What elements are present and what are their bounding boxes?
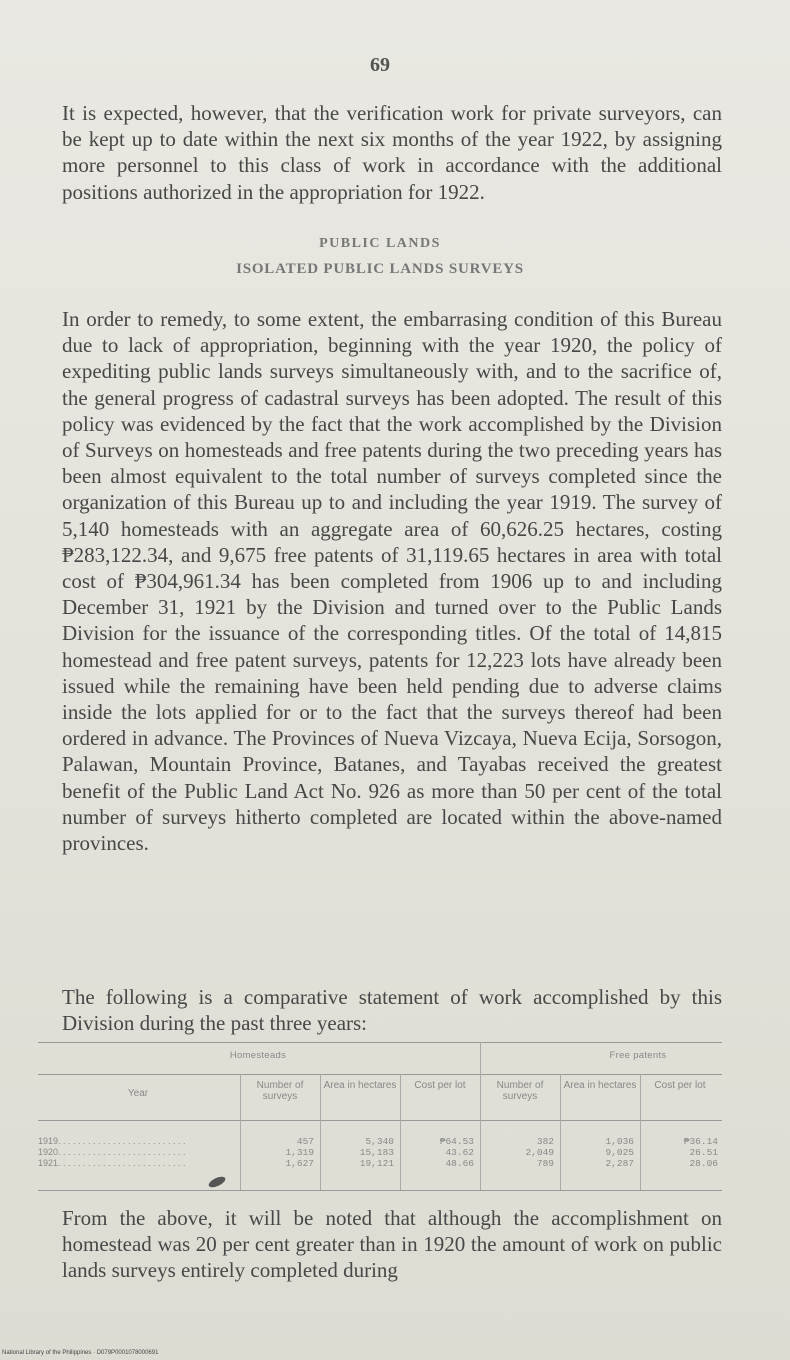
table-top-rule [38, 1042, 722, 1043]
col-divider [560, 1074, 561, 1190]
table-cell: 789 [536, 1158, 554, 1169]
scan-footer: National Library of the Philippines · D079P0001078000691 [2, 1350, 159, 1356]
year-cell: 1919 [38, 1136, 59, 1146]
column-header-h-number: Number of surveys [256, 1080, 304, 1102]
year-column [38, 1136, 248, 1169]
col-divider [320, 1074, 321, 1190]
table-cell: 457 [296, 1136, 314, 1147]
column-header-f-area: Area in hectares [563, 1080, 637, 1091]
paragraph-verification [62, 100, 722, 205]
table-cell: 1,319 [285, 1147, 314, 1158]
column-header-f-number: Number of surveys [496, 1080, 544, 1102]
column-header-year: Year [127, 1088, 149, 1099]
group-header-free-patents: Free patents [609, 1050, 667, 1061]
table-cell: 5,340 [365, 1136, 394, 1147]
table-row: 1921. . . . . . . . . . . . . . . . . . . . . . . . . . [38, 1158, 186, 1168]
table-cell: 2,049 [525, 1147, 554, 1158]
table-cell: 28.06 [689, 1158, 718, 1169]
col-divider [640, 1074, 641, 1190]
table-cell: 19,121 [359, 1158, 394, 1169]
free-patent-cost-column [642, 1136, 718, 1169]
column-header-rule [38, 1120, 722, 1121]
paragraph-text: From the above, it will be noted that although the accomplishment on homestead was 20 per cent greater than in 1920 the amount of work on public lands surveys entirely completed during [62, 1206, 722, 1283]
table-bottom-rule [38, 1190, 722, 1191]
paragraph-isolated-surveys [62, 306, 722, 856]
table-cell: ₱64.53 [439, 1136, 474, 1147]
year-cell: 1920 [38, 1147, 59, 1157]
section-heading: PUBLIC LANDS [319, 236, 441, 251]
comparative-statement-table [38, 1042, 722, 1192]
table-cell: 15,183 [359, 1147, 394, 1158]
col-divider [400, 1074, 401, 1190]
column-header-h-area: Area in hectares [323, 1080, 397, 1091]
homestead-cost-column [402, 1136, 474, 1169]
paragraph-text: It is expected, however, that the verification work for private surveyors, can be kept up to date within the next six months of the year 1922, by assigning more personnel to this class of work in accordance with the additional positions authorized in the appropriation for 1922. [62, 101, 722, 204]
free-patent-number-column [482, 1136, 554, 1169]
paragraph-text: The following is a comparative statement of work accomplished by this Division during the past three years: [62, 985, 722, 1036]
table-cell: 26.51 [689, 1147, 718, 1158]
table-cell: 2,287 [605, 1158, 634, 1169]
page-number: 69 [370, 54, 390, 76]
column-header-f-cost: Cost per lot [654, 1080, 706, 1091]
col-divider [240, 1074, 241, 1190]
table-cell: 48.66 [445, 1158, 474, 1169]
group-divider [480, 1042, 481, 1190]
paragraph-conclusion [62, 1205, 722, 1284]
homestead-number-column [242, 1136, 314, 1169]
subsection-heading: ISOLATED PUBLIC LANDS SURVEYS [236, 261, 524, 277]
table-cell: 1,627 [285, 1158, 314, 1169]
table-cell: ₱36.14 [683, 1136, 718, 1147]
table-cell: 1,036 [605, 1136, 634, 1147]
paragraph-text: In order to remedy, to some extent, the embarrasing condition of this Bureau due to lack of appropriation, beginning with the year 1920, the policy of expediting public lands surveys simultaneously with, and to the sacrifice of, the general progress of cadastral surveys has been adopted. The result of this policy was evidenced by the fact that the work accomplished by the Division of Surveys on homesteads and free patents during the two preceding years has been almost equivalent to the total number of surveys completed since the organization of this Bureau up to and including the year 1919. The survey of 5,140 homesteads with an aggregate area of 60,626.25 hectares, costing ₱283,122.34, and 9,675 free patents of 31,119.65 hectares in area with total cost of ₱304,961.34 has been completed from 1906 up to and including December 31, 1921 by the Division and turned over to the Public Lands Division for the issuance of the corresponding titles. Of the total of 14,815 homestead and free patent surveys, patents for 12,223 lots have already been issued while the remaining have been held pending due to adverse claims inside the lots applied for or to the fact that the surveys thereof had been ordered in advance. The Provinces of Nueva Vizcaya, Nueva Ecija, Sorsogon, Palawan, Mountain Province, Batanes, and Tayabas received the greatest benefit of the Public Land Act No. 926 as more than 50 per cent of the total number of surveys hitherto completed are located within the above-named provinces. [62, 307, 722, 856]
table-cell: 9,025 [605, 1147, 634, 1158]
table-cell: 43.62 [445, 1147, 474, 1158]
free-patent-area-column [562, 1136, 634, 1169]
group-header-homesteads: Homesteads [229, 1050, 287, 1061]
table-row: 1920. . . . . . . . . . . . . . . . . . . . . . . . . . [38, 1147, 186, 1157]
table-cell: 382 [536, 1136, 554, 1147]
year-cell: 1921 [38, 1158, 59, 1168]
table-row: 1919. . . . . . . . . . . . . . . . . . . . . . . . . . [38, 1136, 186, 1146]
paragraph-statement-intro [62, 984, 722, 1036]
group-header-rule [38, 1074, 722, 1075]
column-header-h-cost: Cost per lot [414, 1080, 466, 1091]
homestead-area-column [322, 1136, 394, 1169]
